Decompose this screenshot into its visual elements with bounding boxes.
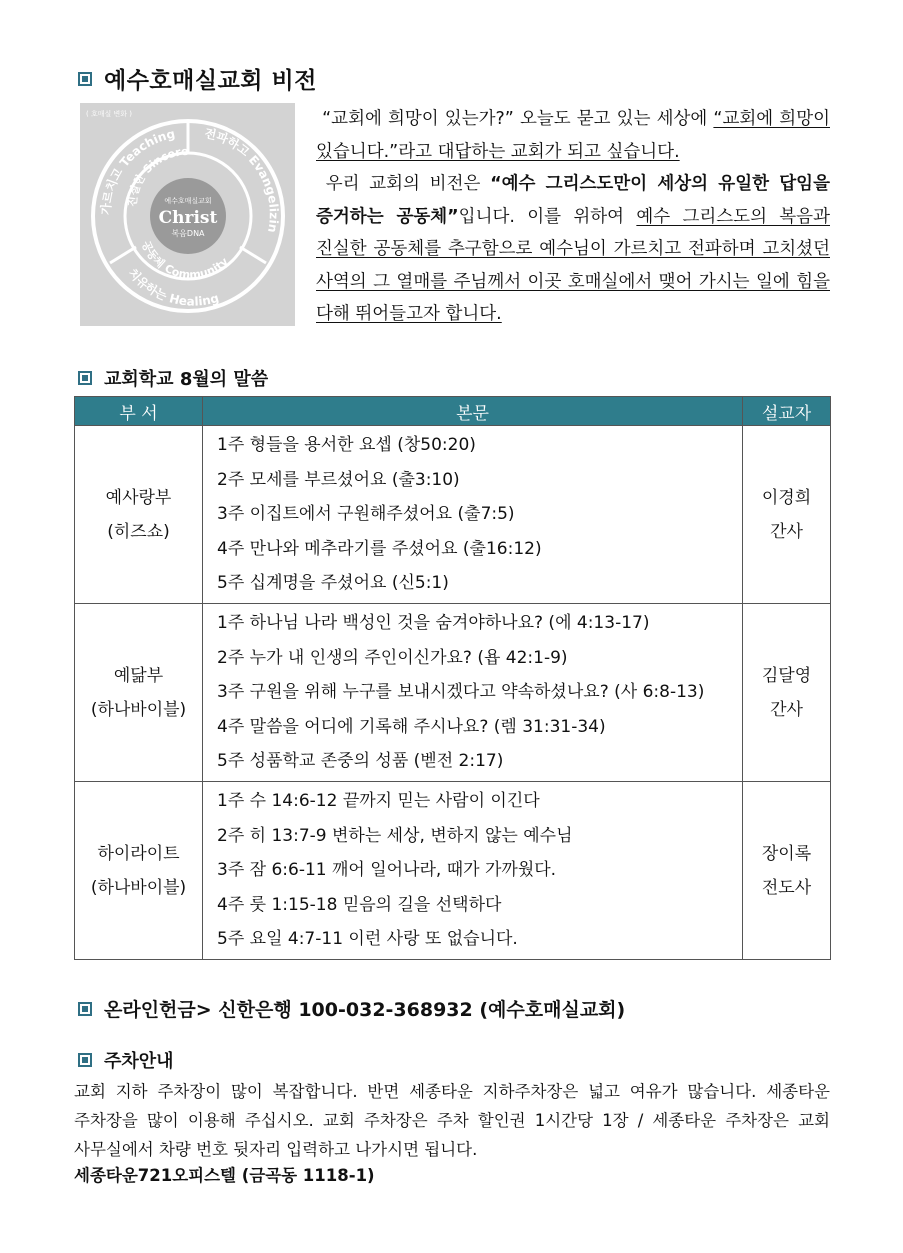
passage-cell: 1주 형들을 용서한 요셉 (창50:20) 2주 모세를 부르셨어요 (출3:10) 3주 이집트에서 구원해주셨어요 (출7:5) 4주 만나와 메추라기를 주셨어요 (출16:12) 5주 십계명을 주셨어요 (신5:1) [203, 426, 743, 604]
passage-cell: 1주 수 14:6-12 끝까지 믿는 사람이 이긴다 2주 히 13:7-9 변하는 세상, 변하지 않는 예수님 3주 잠 6:6-11 깨어 일어나라, 때가 가까웠다. 4주 룻 1:15-18 믿음의 길을 선택하다 5주 요일 4:7-11 이런 사랑 또 없습니다. [203, 782, 743, 960]
square-bullet-icon [78, 1053, 92, 1067]
preacher-cell: 장이록 전도사 [743, 782, 831, 960]
vision-heading [78, 62, 317, 95]
vision-title: 예수호매실교회 비전 [104, 68, 317, 94]
table-row [75, 604, 831, 782]
logo-center-small: 예수호매실교회 [164, 197, 212, 205]
vision-text [316, 103, 830, 331]
logo-center-main: Christ [158, 208, 218, 228]
logo-label-healing: 치유하는 Healing [125, 265, 221, 309]
preacher-cell: 김달영 간사 [743, 604, 831, 782]
vision-logo [80, 103, 295, 326]
vision-paragraph-2: 우리 교회의 비전은 “예수 그리스도만이 세상의 유일한 답임을 증거하는 공동체”입니다. 이를 위하여 예수 그리스도의 복음과 진실한 공동체를 추구함으로 예수님이 가르치고 전파하며 고치셨던 사역의 그 열매를 주님께서 이곳 호매실에서 맺어 가시는 일에 힘을 다해 뛰어들고자 합니다. [316, 174, 830, 324]
logo-label-teaching: 가르치고 Teaching [98, 126, 177, 216]
vision-wheel-graphic [80, 103, 295, 326]
vision-paragraph-1: “교회에 희망이 있는가?” 오늘도 묻고 있는 세상에 “교회에 희망이 있습니다.”라고 대답하는 교회가 되고 싶습니다. [316, 109, 830, 162]
department-cell: 하이라이트 (하나바이블) [75, 782, 203, 960]
logo-label-sincere: 진실한 Sincere [125, 144, 189, 208]
table-row [75, 782, 831, 960]
offering-info: 온라인헌금> 신한은행 100-032-368932 (예수호매실교회) [104, 999, 626, 1021]
parking-text: 교회 지하 주차장이 많이 복잡합니다. 반면 세종타운 지하주차장은 넓고 여유가 많습니다. 세종타운 주차장을 많이 이용해 주십시오. 교회 주차장은 주차 할인권 1시간당 1장 / 세종타운 주차장은 교회 사무실에서 차량 번호 뒷자리 입력하고 나가시면 됩니다. [74, 1082, 830, 1159]
table-header-row [75, 397, 831, 426]
logo-label-community: 공동체 Community [139, 238, 231, 282]
parking-heading [78, 1047, 174, 1073]
school-heading [78, 365, 268, 391]
department-cell: 예닮부 (하나바이블) [75, 604, 203, 782]
department-cell: 예사랑부 (히즈쇼) [75, 426, 203, 604]
preacher-cell: 이경희 간사 [743, 426, 831, 604]
logo-tag: ( 호매실 변화 ) [86, 110, 132, 118]
sermon-schedule-table [74, 396, 831, 960]
logo-label-evangelizing: 전파하고 Evangelizin [203, 126, 281, 234]
header-department: 부 서 [75, 397, 203, 426]
parking-title: 주차안내 [104, 1051, 174, 1072]
square-bullet-icon [78, 72, 92, 86]
parking-address: 세종타운721오피스텔 (금곡동 1118-1) [74, 1166, 375, 1185]
header-preacher: 설교자 [743, 397, 831, 426]
square-bullet-icon [78, 1002, 92, 1016]
logo-center-sub: 복음DNA [171, 229, 205, 238]
table-row [75, 426, 831, 604]
school-title: 교회학교 8월의 말씀 [104, 369, 269, 390]
square-bullet-icon [78, 371, 92, 385]
offering-heading [78, 995, 625, 1022]
passage-cell: 1주 하나님 나라 백성인 것을 숨겨야하나요? (에 4:13-17) 2주 누가 내 인생의 주인이신가요? (욥 42:1-9) 3주 구원을 위해 누구를 보내시겠다고 약속하셨나요? (사 6:8-13) 4주 말씀을 어디에 기록해 주시나요? (렘 31:31-34) 5주 성품학교 존중의 성품 (벧전 2:17) [203, 604, 743, 782]
header-passage: 본문 [203, 397, 743, 426]
